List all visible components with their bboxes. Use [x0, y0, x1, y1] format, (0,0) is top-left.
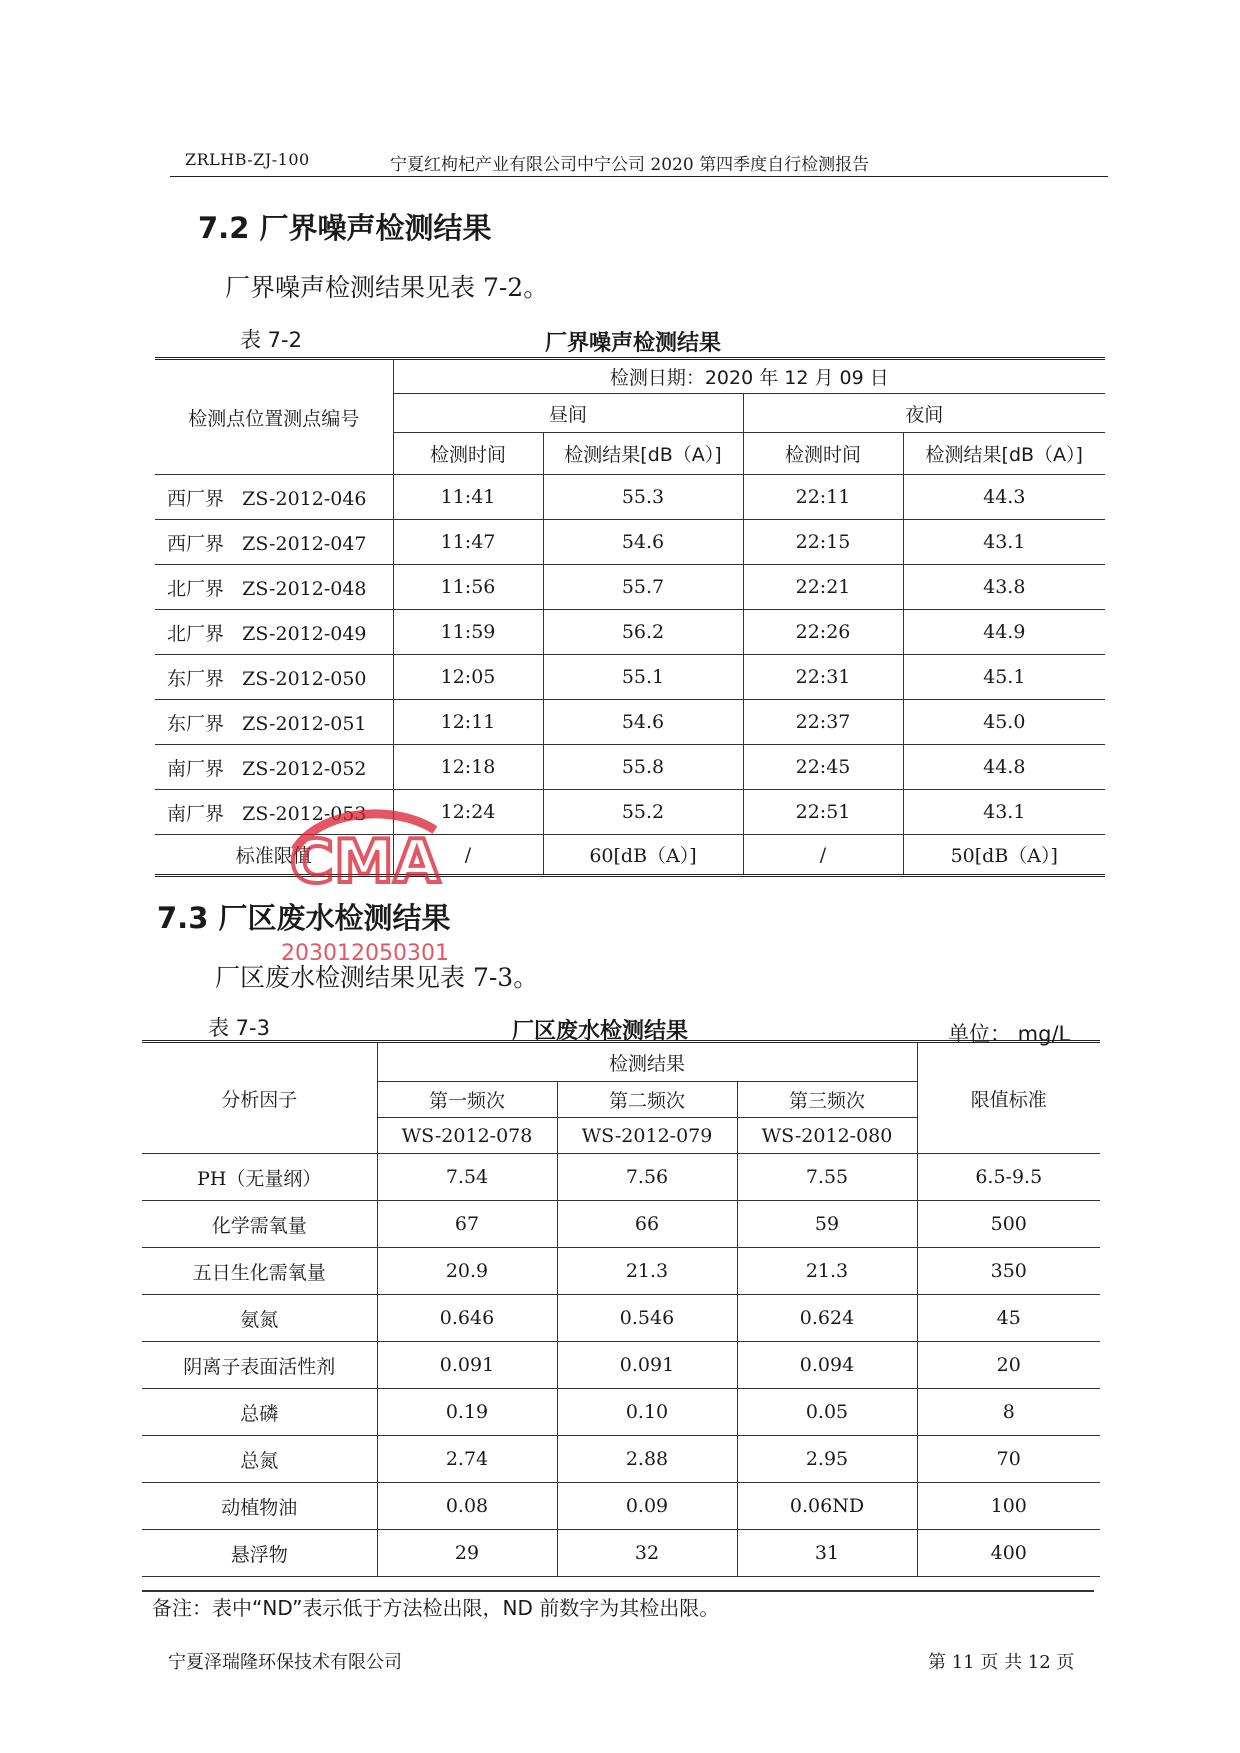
freq-2-value-cell: 0.546: [557, 1295, 737, 1342]
night-header: 夜间: [743, 394, 1105, 433]
night-time-header: 检测时间: [743, 433, 903, 475]
wastewater-table-row: [142, 1295, 1100, 1342]
night-value-cell: 43.1: [903, 520, 1105, 565]
limit-value-cell: 400: [917, 1530, 1100, 1577]
freq-3-value-cell: 0.094: [737, 1342, 917, 1389]
day-value-cell: 56.2: [543, 610, 743, 655]
stamp-text: CMA: [289, 827, 441, 897]
section-7-3-title: 7.3 厂区废水检测结果: [157, 901, 451, 935]
noise-table-row: [155, 745, 1105, 790]
day-time-cell: 12:18: [393, 745, 543, 790]
night-result-header: 检测结果[dB（A）]: [903, 433, 1105, 475]
factor-name-cell: 氨氮: [142, 1295, 377, 1342]
standard-limit-label: 标准限值: [155, 835, 393, 876]
day-time-cell: 12:05: [393, 655, 543, 700]
footer-page-number: 第 11 页 共 12 页: [928, 1652, 1075, 1673]
night-value-cell: 44.8: [903, 745, 1105, 790]
day-time-cell: 11:59: [393, 610, 543, 655]
factor-name-cell: 总磷: [142, 1389, 377, 1436]
freq-1-value-cell: 29: [377, 1530, 557, 1577]
freq-1-header: 第一频次: [377, 1082, 557, 1118]
std-day-time: /: [393, 835, 543, 876]
day-value-cell: 55.8: [543, 745, 743, 790]
freq-3-header: 第三频次: [737, 1082, 917, 1118]
day-time-cell: 11:56: [393, 565, 543, 610]
factor-name-cell: 五日生化需氧量: [142, 1248, 377, 1295]
freq-1-value-cell: 0.19: [377, 1389, 557, 1436]
night-value-cell: 44.9: [903, 610, 1105, 655]
wastewater-table-row: [142, 1154, 1100, 1201]
point-cell: 西厂界 ZS-2012-047: [155, 520, 393, 565]
report-code: ZRLHB-ZJ-100: [185, 150, 310, 169]
freq-1-value-cell: 0.091: [377, 1342, 557, 1389]
noise-table-row: [155, 475, 1105, 520]
wastewater-table-row: [142, 1201, 1100, 1248]
table-7-2-label: 表 7-2: [240, 328, 302, 352]
day-value-cell: 55.1: [543, 655, 743, 700]
freq-2-value-cell: 21.3: [557, 1248, 737, 1295]
night-time-cell: 22:15: [743, 520, 903, 565]
day-time-cell: 12:24: [393, 790, 543, 835]
night-time-cell: 22:37: [743, 700, 903, 745]
std-night-value: 50[dB（A）]: [903, 835, 1105, 876]
wastewater-table-row: [142, 1483, 1100, 1530]
noise-table-row: [155, 700, 1105, 745]
freq-2-header: 第二频次: [557, 1082, 737, 1118]
unit-label: 单位： mg/L: [948, 1022, 1071, 1046]
day-value-cell: 54.6: [543, 520, 743, 565]
night-value-cell: 45.0: [903, 700, 1105, 745]
table-7-3-label: 表 7-3: [208, 1016, 270, 1040]
limit-value-cell: 20: [917, 1342, 1100, 1389]
night-time-cell: 22:31: [743, 655, 903, 700]
freq-3-value-cell: 59: [737, 1201, 917, 1248]
col-point-header: 检测点位置测点编号: [155, 359, 393, 475]
night-time-cell: 22:21: [743, 565, 903, 610]
freq-3-value-cell: 21.3: [737, 1248, 917, 1295]
limit-header: 限值标准: [917, 1042, 1100, 1154]
point-cell: 东厂界 ZS-2012-050: [155, 655, 393, 700]
noise-table-row: [155, 655, 1105, 700]
footer-company: 宁夏泽瑞隆环保技术有限公司: [168, 1652, 402, 1673]
stamp-number: 203012050301: [281, 941, 449, 960]
day-time-cell: 11:47: [393, 520, 543, 565]
noise-table-row: [155, 520, 1105, 565]
table-note: 备注：表中“ND”表示低于方法检出限，ND 前数字为其检出限。: [152, 1596, 720, 1620]
day-result-header: 检测结果[dB（A）]: [543, 433, 743, 475]
report-title: 宁夏红枸杞产业有限公司中宁公司 2020 第四季度自行检测报告: [390, 155, 870, 175]
freq-2-value-cell: 0.10: [557, 1389, 737, 1436]
sample-id-2: WS-2012-079: [557, 1118, 737, 1154]
freq-2-value-cell: 0.091: [557, 1342, 737, 1389]
wastewater-table-row: [142, 1248, 1100, 1295]
factor-name-cell: 阴离子表面活性剂: [142, 1342, 377, 1389]
factor-name-cell: PH（无量纲）: [142, 1154, 377, 1201]
freq-1-value-cell: 20.9: [377, 1248, 557, 1295]
header-divider: [170, 176, 1108, 177]
wastewater-table-row: [142, 1342, 1100, 1389]
freq-3-value-cell: 2.95: [737, 1436, 917, 1483]
std-night-time: /: [743, 835, 903, 876]
freq-2-value-cell: 32: [557, 1530, 737, 1577]
freq-1-value-cell: 0.646: [377, 1295, 557, 1342]
wastewater-table-row: [142, 1389, 1100, 1436]
section-7-2-text: 厂界噪声检测结果见表 7-2。: [225, 273, 549, 302]
point-cell: 南厂界 ZS-2012-052: [155, 745, 393, 790]
sample-id-1: WS-2012-078: [377, 1118, 557, 1154]
day-time-cell: 12:11: [393, 700, 543, 745]
day-value-cell: 55.3: [543, 475, 743, 520]
wastewater-table-row: [142, 1436, 1100, 1483]
limit-value-cell: 100: [917, 1483, 1100, 1530]
limit-value-cell: 350: [917, 1248, 1100, 1295]
factor-name-cell: 总氮: [142, 1436, 377, 1483]
point-cell: 东厂界 ZS-2012-051: [155, 700, 393, 745]
results-header: 检测结果: [377, 1042, 917, 1082]
factor-name-cell: 化学需氧量: [142, 1201, 377, 1248]
noise-table-row: [155, 565, 1105, 610]
point-cell: 西厂界 ZS-2012-046: [155, 475, 393, 520]
freq-3-value-cell: 7.55: [737, 1154, 917, 1201]
day-value-cell: 55.7: [543, 565, 743, 610]
factor-name-cell: 动植物油: [142, 1483, 377, 1530]
freq-2-value-cell: 66: [557, 1201, 737, 1248]
limit-value-cell: 500: [917, 1201, 1100, 1248]
limit-value-cell: 70: [917, 1436, 1100, 1483]
std-day-value: 60[dB（A）]: [543, 835, 743, 876]
point-cell: 北厂界 ZS-2012-049: [155, 610, 393, 655]
night-time-cell: 22:51: [743, 790, 903, 835]
freq-2-value-cell: 7.56: [557, 1154, 737, 1201]
wastewater-table-row: [142, 1530, 1100, 1577]
wastewater-table: [142, 1040, 1100, 1577]
table-7-3-caption: 厂区废水检测结果: [512, 1019, 689, 1044]
factor-header: 分析因子: [142, 1042, 377, 1154]
table-7-2-caption: 厂界噪声检测结果: [545, 331, 722, 356]
night-time-cell: 22:11: [743, 475, 903, 520]
point-cell: 北厂界 ZS-2012-048: [155, 565, 393, 610]
section-7-3-text: 厂区废水检测结果见表 7-3。: [215, 963, 539, 992]
freq-3-value-cell: 0.05: [737, 1389, 917, 1436]
night-value-cell: 44.3: [903, 475, 1105, 520]
night-value-cell: 43.1: [903, 790, 1105, 835]
freq-1-value-cell: 7.54: [377, 1154, 557, 1201]
limit-value-cell: 8: [917, 1389, 1100, 1436]
freq-2-value-cell: 0.09: [557, 1483, 737, 1530]
freq-1-value-cell: 67: [377, 1201, 557, 1248]
night-time-cell: 22:26: [743, 610, 903, 655]
day-header: 昼间: [393, 394, 743, 433]
freq-2-value-cell: 2.88: [557, 1436, 737, 1483]
freq-1-value-cell: 2.74: [377, 1436, 557, 1483]
sample-id-3: WS-2012-080: [737, 1118, 917, 1154]
section-7-2-title: 7.2 厂界噪声检测结果: [198, 211, 492, 245]
freq-1-value-cell: 0.08: [377, 1483, 557, 1530]
limit-value-cell: 6.5-9.5: [917, 1154, 1100, 1201]
freq-3-value-cell: 0.624: [737, 1295, 917, 1342]
freq-3-value-cell: 31: [737, 1530, 917, 1577]
day-value-cell: 55.2: [543, 790, 743, 835]
date-header: 检测日期：2020 年 12 月 09 日: [393, 359, 1105, 394]
limit-value-cell: 45: [917, 1295, 1100, 1342]
day-value-cell: 54.6: [543, 700, 743, 745]
freq-3-value-cell: 0.06ND: [737, 1483, 917, 1530]
night-time-cell: 22:45: [743, 745, 903, 790]
night-value-cell: 45.1: [903, 655, 1105, 700]
day-time-cell: 11:41: [393, 475, 543, 520]
point-cell: 南厂界 ZS-2012-053: [155, 790, 393, 835]
day-time-header: 检测时间: [393, 433, 543, 475]
factor-name-cell: 悬浮物: [142, 1530, 377, 1577]
noise-table-row: [155, 610, 1105, 655]
night-value-cell: 43.8: [903, 565, 1105, 610]
